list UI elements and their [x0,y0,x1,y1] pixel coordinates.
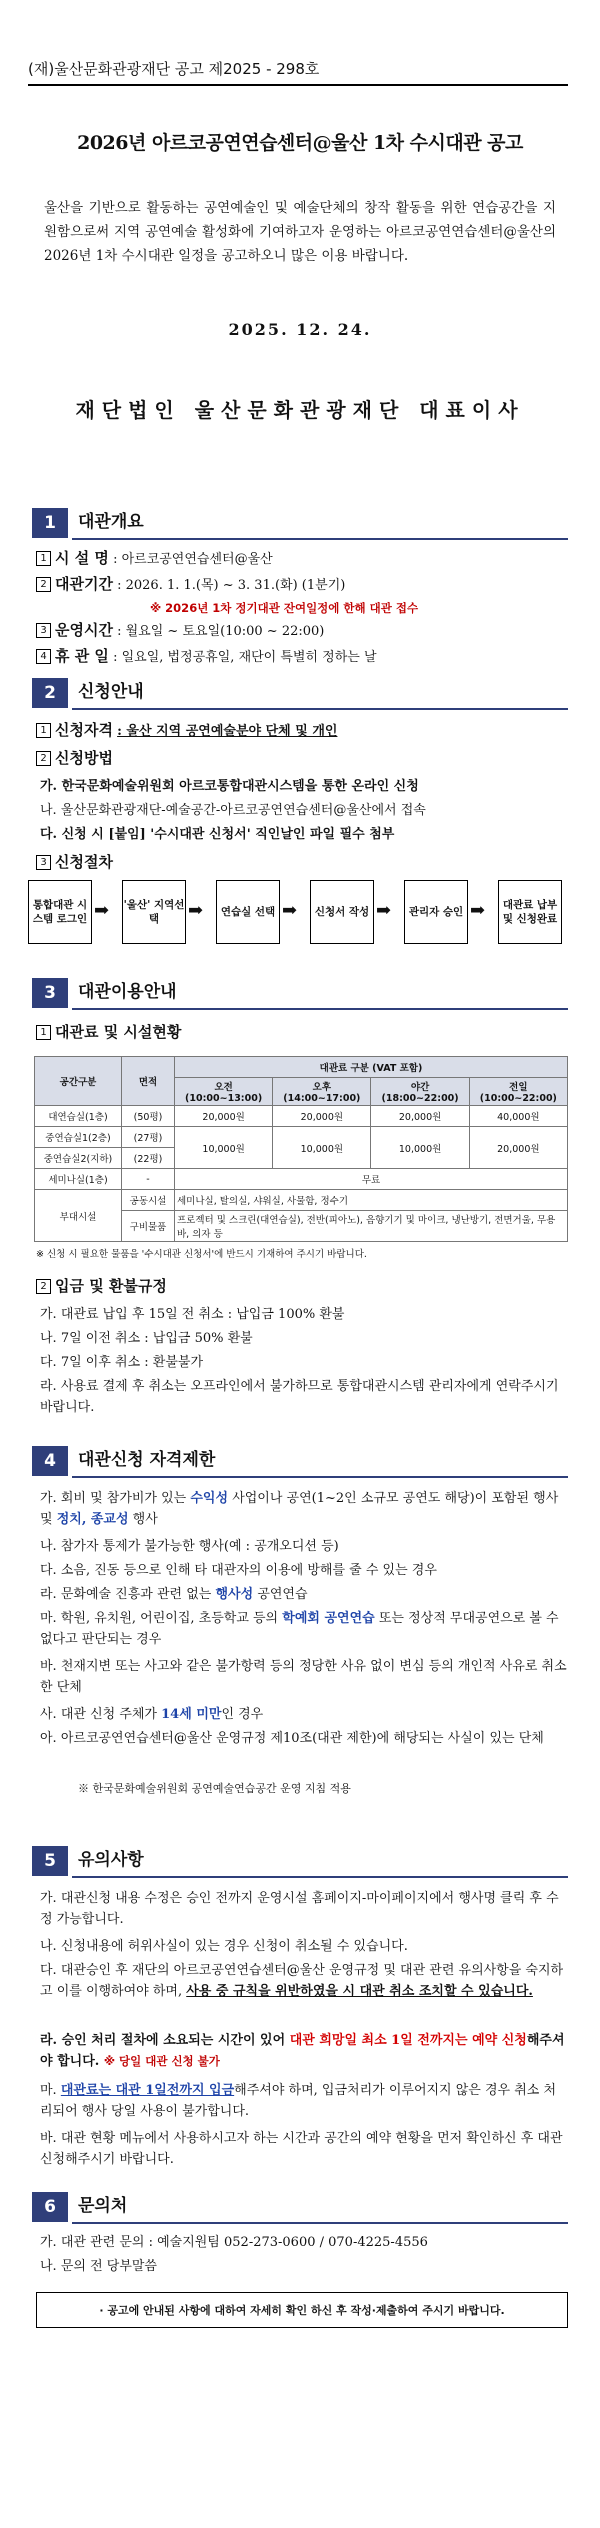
page-title: 2026년 아르코공연연습센터@울산 1차 수시대관 공고 [77,132,523,154]
facility-row [36,548,273,570]
restrict-note: ※ 한국문화예술위원회 공연예술연습공간 운영 지침 적용 [78,1782,351,1795]
header-afternoon: 오후 (14:00~17:00) [273,1078,371,1106]
section-title: 유의사항 [72,1846,568,1878]
section-number: 1 [32,508,68,538]
checkbox-3-icon: 3 [36,855,51,870]
section-title: 문의처 [72,2192,568,2224]
section-title: 대관이용안내 [72,978,568,1010]
section-restrict-header [32,1446,568,1476]
section-title: 대관개요 [72,508,568,540]
restrict-na: 나. 참가자 통제가 불가능한 행사(예 : 공개오디션 등) [40,1539,339,1554]
step-payment: 대관료 납부 및 신청완료 [498,880,562,944]
period-note: ※ 2026년 1차 정기대관 잔여일정에 한해 대관 접수 [150,601,419,615]
restrict-a: 아. 아르코공연연습센터@울산 운영규정 제10조(대관 제한)에 해당되는 사실이 있는 단체 [40,1731,544,1746]
method-label: 신청방법 [55,749,113,767]
checkbox-4-icon: 4 [36,649,51,664]
header-morning: 오전 (10:00~13:00) [175,1078,273,1106]
arrow-right-icon: ➡ [470,900,486,921]
step-form: 신청서 작성 [310,880,374,944]
restrict-da: 다. 소음, 진동 등으로 인해 타 대관자의 이용에 방해를 줄 수 있는 경우 [40,1563,437,1578]
section-caution-header [32,1846,568,1876]
cell-fee: 10,000원 [371,1127,469,1169]
refund-label: 입금 및 환불규정 [55,1277,167,1295]
section-number: 2 [32,678,68,708]
section-number: 5 [32,1846,68,1876]
arrow-right-icon: ➡ [94,900,110,921]
checkbox-2-icon: 2 [36,1279,51,1294]
notice-number: (재)울산문화관광재단 공고 제2025 - 298호 [28,60,320,78]
checkbox-2-icon: 2 [36,751,51,766]
section-title: 신청안내 [72,678,568,710]
method-ga: 가. 한국문화예술위원회 아르코통합대관시스템을 통한 온라인 신청 [40,779,419,794]
cell-area: - [122,1169,175,1190]
section-overview-header [32,508,568,538]
process-flow [28,880,576,950]
checkbox-3-icon: 3 [36,623,51,638]
caution-ma: 마. 대관료는 대관 1일전까지 입금해주셔야 하며, 입금처리가 이루어지지 않은 경우 취소 처리되어 행사 당일 사용이 불가합니다. [40,2083,557,2119]
notice-date: 2025. 12. 24. [228,320,372,339]
checkbox-1-icon: 1 [36,1025,51,1040]
cell-space: 세미나실(1층) [35,1169,122,1190]
cell-area: (22평) [122,1148,175,1169]
process-label: 신청절차 [55,853,113,871]
refund-item: 가. 대관료 납입 후 15일 전 취소 : 납입금 100% 환불 [40,1307,345,1322]
section-usage-header [32,978,568,1008]
cell-fee: 10,000원 [175,1127,273,1169]
header-space: 공간구분 [35,1057,122,1106]
eligibility-label: 신청자격 [55,721,113,739]
final-notice-text: · 공고에 안내된 사항에 대하여 자세히 확인 하신 후 작성·제출하여 주시기 바랍니다. [99,2304,505,2317]
contact-request: 나. 문의 전 당부말씀 [40,2259,157,2274]
header-fullday: 전일 (10:00~22:00) [469,1078,567,1106]
method-da: 다. 신청 시 [붙임] '수시대관 신청서' 직인날인 파일 필수 첨부 [40,827,395,842]
table-row [35,1169,568,1190]
checkbox-2-icon: 2 [36,577,51,592]
cell-area: (50평) [122,1106,175,1127]
cell-space: 중연습실1(2층) [35,1127,122,1148]
cell-area: (27평) [122,1127,175,1148]
cell-aux-label: 부대시설 [35,1190,122,1242]
cell-space: 중연습실2(지하) [35,1148,122,1169]
caution-na: 나. 신청내용에 허위사실이 있는 경우 신청이 취소될 수 있습니다. [40,1939,408,1954]
refund-item: 라. 사용료 결제 후 취소는 오프라인에서 불가하므로 통합대관시스템 관리자에게 연락주시기 바랍니다. [40,1379,559,1415]
cell-space: 대연습실(1층) [35,1106,122,1127]
period-label: 대관기간 [55,575,113,593]
cell-fee: 20,000원 [273,1106,371,1127]
cell-fee: 20,000원 [371,1106,469,1127]
process-row [36,852,113,874]
section-apply-header [32,678,568,708]
cell-aux-desc: 프로젝터 및 스크린(대연습실), 전반(피아노), 음향기기 및 마이크, 냉난방기, 전면거울, 무용바, 의자 등 [175,1211,568,1242]
fee-table-note: ※ 신청 시 필요한 물품을 '수시대관 신청서'에 반드시 기재하여 주시기 바랍니다. [36,1249,367,1260]
restrict-ma: 마. 학원, 유치원, 어린이집, 초등학교 등의 학예회 공연연습 또는 정상적 무대공연으로 볼 수 없다고 판단되는 경우 [40,1611,559,1647]
section-contact-header [32,2192,568,2222]
final-notice-box [36,2292,568,2328]
closed-row [36,646,377,668]
arrow-right-icon: ➡ [188,900,204,921]
cell-aux-name: 공동시설 [122,1190,175,1211]
facility-value: : 아르코공연연습센터@울산 [113,552,273,567]
header-night: 야간 (18:00~22:00) [371,1078,469,1106]
hours-row [36,620,324,642]
intro-paragraph: 울산을 기반으로 활동하는 공연예술인 및 예술단체의 창작 활동을 위한 연습공간을 지원함으로써 지역 공연예술 활성화에 기여하고자 운영하는 아르코공연연습센터@울산의 2026년 1차 수시대관 일정을 공고하오니 많은 이용 바랍니다. [44,200,556,264]
step-login: 통합대관 시스템 로그인 [28,880,92,944]
hours-label: 운영시간 [55,621,113,639]
section-number: 4 [32,1446,68,1476]
table-row [35,1190,568,1211]
issuer-signature: 재단법인 울산문화관광재단 대표이사 [75,398,525,422]
arrow-right-icon: ➡ [282,900,298,921]
method-na: 나. 울산문화관광재단-예술공간-아르코공연연습센터@울산에서 접속 [40,803,426,818]
arrow-right-icon: ➡ [376,900,392,921]
cell-aux-name: 구비물품 [122,1211,175,1242]
eligibility-row [36,720,337,742]
step-approval: 관리자 승인 [404,880,468,944]
section-number: 6 [32,2192,68,2222]
cell-free: 무료 [175,1169,568,1190]
header-fee-group: 대관료 구분 (VAT 포함) [175,1057,568,1078]
cell-fee: 40,000원 [469,1106,567,1127]
table-row [35,1127,568,1148]
caution-ga: 가. 대관신청 내용 수정은 승인 전까지 운영시설 홈페이지-마이페이지에서 행사명 클릭 후 수정 가능합니다. [40,1891,559,1927]
fee-label: 대관료 및 시설현황 [55,1023,182,1041]
eligibility-value: : 울산 지역 공연예술분야 단체 및 개인 [117,724,338,739]
fee-row [36,1022,181,1044]
restrict-ra: 라. 문화예술 진흥과 관련 없는 행사성 공연연습 [40,1587,308,1602]
header-area: 면적 [122,1057,175,1106]
closed-label: 휴 관 일 [55,647,109,665]
step-room: 연습실 선택 [216,880,280,944]
restrict-ba: 바. 천재지변 또는 사고와 같은 불가항력 등의 정당한 사유 없이 변심 등의 개인적 사유로 취소한 단체 [40,1659,567,1695]
hours-value: : 월요일 ~ 토요일(10:00 ~ 22:00) [117,624,325,639]
restrict-sa: 사. 대관 신청 주체가 14세 미만인 경우 [40,1707,264,1722]
header-rule [28,84,568,86]
refund-item: 나. 7일 이전 취소 : 납입금 50% 환불 [40,1331,253,1346]
section-number: 3 [32,978,68,1008]
period-row [36,574,345,596]
refund-row [36,1276,167,1298]
cell-aux-desc: 세미나실, 탈의실, 샤워실, 사물함, 정수기 [175,1190,568,1211]
step-region: '울산' 지역선택 [122,880,186,944]
cell-fee: 10,000원 [273,1127,371,1169]
caution-da: 다. 대관승인 후 재단의 아르코공연연습센터@울산 운영규정 및 대관 관련 유의사항을 숙지하고 이를 이행하여야 하며, 사용 중 규칙을 위반하였을 시 대관 취소 조치할 수 있습니다. [40,1963,564,1999]
fee-table [34,1056,568,1242]
table-row [35,1106,568,1127]
contact-phone: 가. 대관 관련 문의 : 예술지원팀 052-273-0600 / 070-4225-4556 [40,2235,428,2250]
caution-ba: 바. 대관 현황 메뉴에서 사용하시고자 하는 시간과 공간의 예약 현황을 먼저 확인하신 후 대관 신청해주시기 바랍니다. [40,2131,563,2167]
caution-ra: 라. 승인 처리 절차에 소요되는 시간이 있어 대관 희망일 최소 1일 전까지는 예약 신청해주셔야 합니다. ※ 당일 대관 신청 불가 [40,2033,565,2069]
method-row [36,748,113,770]
checkbox-1-icon: 1 [36,551,51,566]
restrict-ga: 가. 회비 및 참가비가 있는 수익성 사업이나 공연(1~2인 소규모 공연도 해당)이 포함된 행사 및 정치, 종교성 행사 [40,1491,559,1527]
checkbox-1-icon: 1 [36,723,51,738]
refund-item: 다. 7일 이후 취소 : 환불불가 [40,1355,204,1370]
facility-label: 시 설 명 [55,549,109,567]
section-title: 대관신청 자격제한 [72,1446,568,1478]
table-header-row [35,1057,568,1078]
cell-fee: 20,000원 [469,1127,567,1169]
period-value: : 2026. 1. 1.(목) ~ 3. 31.(화) (1분기) [117,578,346,593]
closed-value: : 일요일, 법정공휴일, 재단이 특별히 정하는 날 [113,650,377,665]
cell-fee: 20,000원 [175,1106,273,1127]
